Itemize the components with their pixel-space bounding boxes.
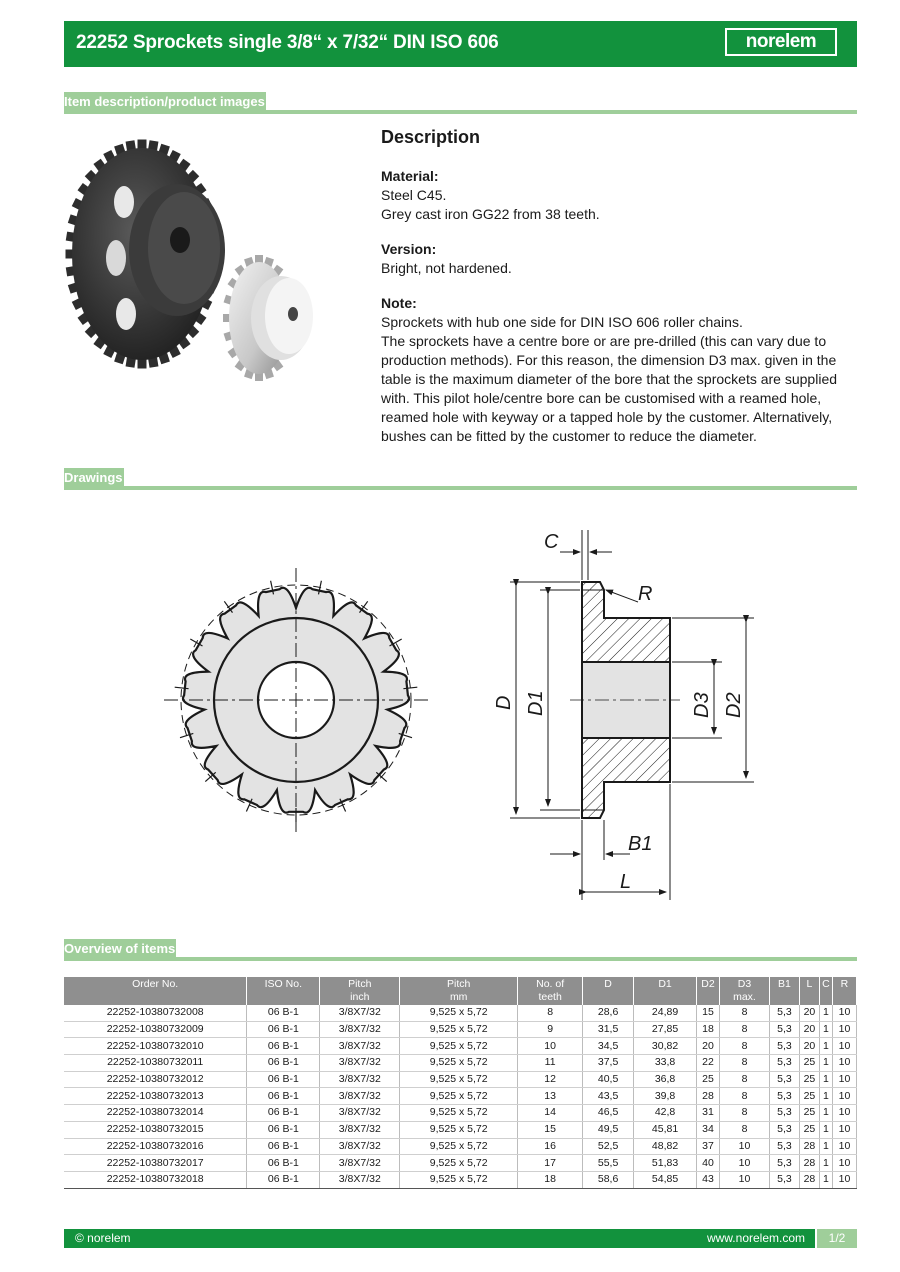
table-cell: 28	[697, 1088, 720, 1105]
table-row	[64, 1171, 857, 1188]
table-cell: 22252-10380732012	[64, 1071, 247, 1088]
table-cell: 16	[518, 1138, 583, 1155]
version-text: Bright, not hardened.	[381, 260, 512, 276]
steel-sprocket	[223, 255, 313, 381]
table-cell: 5,3	[769, 1155, 799, 1172]
table-cell: 39,8	[634, 1088, 697, 1105]
table-cell: 10	[832, 1055, 856, 1072]
table-cell: 33,8	[634, 1055, 697, 1072]
table-cell: 22252-10380732018	[64, 1171, 247, 1188]
table-row	[64, 1138, 857, 1155]
table-cell: 22252-10380732008	[64, 1005, 247, 1021]
table-cell: 37,5	[583, 1055, 634, 1072]
table-cell: 9,525 x 5,72	[400, 1071, 518, 1088]
material-label: Material:	[381, 168, 439, 184]
cast-sprocket	[66, 140, 226, 369]
table-cell: 1	[819, 1155, 832, 1172]
table-cell: 20	[697, 1038, 720, 1055]
table-cell: 10	[832, 1005, 856, 1021]
table-cell: 5,3	[769, 1121, 799, 1138]
sprocket-front-view	[164, 568, 428, 832]
table-cell: 5,3	[769, 1088, 799, 1105]
technical-drawing	[150, 520, 800, 910]
note-line: Sprockets with hub one side for DIN ISO 606 roller chains.	[381, 314, 743, 330]
column-header: D3 max.	[720, 977, 770, 1005]
table-cell: 10	[720, 1171, 770, 1188]
table-cell: 10	[832, 1088, 856, 1105]
table-cell: 8	[720, 1055, 770, 1072]
table-cell: 10	[518, 1038, 583, 1055]
table-cell: 10	[832, 1021, 856, 1038]
table-cell: 27,85	[634, 1021, 697, 1038]
table-row	[64, 1055, 857, 1072]
table-cell: 1	[819, 1105, 832, 1122]
table-row	[64, 1121, 857, 1138]
table-cell: 15	[697, 1005, 720, 1021]
column-header: No. of teeth	[518, 977, 583, 1005]
table-cell: 10	[832, 1155, 856, 1172]
table-cell: 06 B-1	[247, 1021, 320, 1038]
table-cell: 48,82	[634, 1138, 697, 1155]
table-row	[64, 1071, 857, 1088]
table-cell: 06 B-1	[247, 1038, 320, 1055]
product-image	[64, 126, 324, 386]
table-row	[64, 1155, 857, 1172]
table-cell: 3/8X7/32	[320, 1038, 400, 1055]
table-cell: 9,525 x 5,72	[400, 1155, 518, 1172]
table-cell: 34	[697, 1121, 720, 1138]
table-row	[64, 1105, 857, 1122]
table-cell: 28	[799, 1171, 819, 1188]
version-label: Version:	[381, 241, 437, 257]
table-cell: 45,81	[634, 1121, 697, 1138]
table-cell: 3/8X7/32	[320, 1138, 400, 1155]
table-cell: 52,5	[583, 1138, 634, 1155]
table-cell: 42,8	[634, 1105, 697, 1122]
table-cell: 06 B-1	[247, 1071, 320, 1088]
table-cell: 51,83	[634, 1155, 697, 1172]
table-cell: 46,5	[583, 1105, 634, 1122]
table-cell: 9,525 x 5,72	[400, 1105, 518, 1122]
table-cell: 5,3	[769, 1105, 799, 1122]
table-cell: 10	[832, 1071, 856, 1088]
table-cell: 43	[697, 1171, 720, 1188]
material-line: Grey cast iron GG22 from 38 teeth.	[381, 206, 600, 222]
table-cell: 9,525 x 5,72	[400, 1138, 518, 1155]
table-cell: 3/8X7/32	[320, 1171, 400, 1188]
column-header: D2	[697, 977, 720, 1005]
table-cell: 37	[697, 1138, 720, 1155]
table-cell: 5,3	[769, 1021, 799, 1038]
table-cell: 9,525 x 5,72	[400, 1055, 518, 1072]
description-panel	[381, 128, 861, 462]
table-cell: 10	[720, 1155, 770, 1172]
table-cell: 22252-10380732015	[64, 1121, 247, 1138]
table-cell: 1	[819, 1021, 832, 1038]
table-cell: 1	[819, 1171, 832, 1188]
table-cell: 3/8X7/32	[320, 1155, 400, 1172]
table-cell: 22252-10380732011	[64, 1055, 247, 1072]
table-cell: 8	[720, 1105, 770, 1122]
table-cell: 22252-10380732014	[64, 1105, 247, 1122]
table-cell: 40,5	[583, 1071, 634, 1088]
table-cell: 5,3	[769, 1055, 799, 1072]
table-cell: 55,5	[583, 1155, 634, 1172]
table-cell: 06 B-1	[247, 1121, 320, 1138]
table-cell: 20	[799, 1021, 819, 1038]
table-cell: 28	[799, 1138, 819, 1155]
label-b1: B1	[628, 833, 653, 855]
table-cell: 34,5	[583, 1038, 634, 1055]
page-number: 1/2	[815, 1229, 857, 1248]
table-cell: 15	[518, 1121, 583, 1138]
column-header: L	[799, 977, 819, 1005]
table-cell: 22252-10380732016	[64, 1138, 247, 1155]
section-item-description	[64, 92, 857, 114]
table-cell: 06 B-1	[247, 1171, 320, 1188]
table-cell: 25	[697, 1071, 720, 1088]
table-cell: 9	[518, 1021, 583, 1038]
items-table	[64, 977, 857, 1189]
table-cell: 5,3	[769, 1005, 799, 1021]
table-cell: 06 B-1	[247, 1088, 320, 1105]
label-r: R	[638, 583, 653, 605]
table-cell: 1	[819, 1088, 832, 1105]
table-cell: 22252-10380732017	[64, 1155, 247, 1172]
norelem-logo	[725, 28, 837, 56]
table-cell: 10	[832, 1171, 856, 1188]
table-cell: 9,525 x 5,72	[400, 1088, 518, 1105]
column-header: ISO No.	[247, 977, 320, 1005]
table-cell: 36,8	[634, 1071, 697, 1088]
table-cell: 12	[518, 1071, 583, 1088]
table-cell: 9,525 x 5,72	[400, 1171, 518, 1188]
table-cell: 54,85	[634, 1171, 697, 1188]
column-header: Pitch mm	[400, 977, 518, 1005]
table-cell: 9,525 x 5,72	[400, 1121, 518, 1138]
table-cell: 9,525 x 5,72	[400, 1021, 518, 1038]
column-header: Pitch inch	[320, 977, 400, 1005]
column-header: C	[819, 977, 832, 1005]
table-cell: 18	[697, 1021, 720, 1038]
table-cell: 9,525 x 5,72	[400, 1005, 518, 1021]
table-cell: 8	[720, 1088, 770, 1105]
table-cell: 5,3	[769, 1138, 799, 1155]
material-line: Steel C45.	[381, 187, 447, 203]
label-d2: D2	[723, 692, 745, 718]
note-line: The sprockets have a centre bore or are pre-drilled (this can vary due to production methods). For this reason, the dimension D3 max. given in the table is the maximum diameter of the bore that the sprockets are supplied with. This pilot hole/centre bore can be customised with a reamed hole, reamed hole with keyway or a tapped hole by the customer. Alternatively, bushes can be fitted by the customer to reduce the diameter.	[381, 333, 838, 444]
section-title: Item description/product images	[64, 92, 266, 112]
table-cell: 1	[819, 1038, 832, 1055]
column-header: B1	[769, 977, 799, 1005]
table-cell: 1	[819, 1138, 832, 1155]
table-cell: 1	[819, 1071, 832, 1088]
table-cell: 3/8X7/32	[320, 1105, 400, 1122]
table-cell: 5,3	[769, 1171, 799, 1188]
table-cell: 22252-10380732010	[64, 1038, 247, 1055]
table-cell: 5,3	[769, 1038, 799, 1055]
column-header: Order No.	[64, 977, 247, 1005]
table-cell: 1	[819, 1055, 832, 1072]
table-cell: 28,6	[583, 1005, 634, 1021]
table-cell: 8	[720, 1038, 770, 1055]
page-header	[64, 21, 857, 67]
section-title: Drawings	[64, 468, 124, 488]
table-cell: 10	[832, 1138, 856, 1155]
table-cell: 10	[832, 1038, 856, 1055]
table-cell: 3/8X7/32	[320, 1088, 400, 1105]
table-row	[64, 1005, 857, 1021]
table-cell: 58,6	[583, 1171, 634, 1188]
table-cell: 17	[518, 1155, 583, 1172]
table-cell: 3/8X7/32	[320, 1021, 400, 1038]
table-cell: 25	[799, 1088, 819, 1105]
table-cell: 30,82	[634, 1038, 697, 1055]
table-cell: 8	[720, 1005, 770, 1021]
table-cell: 40	[697, 1155, 720, 1172]
label-c: C	[544, 531, 559, 553]
table-cell: 06 B-1	[247, 1005, 320, 1021]
table-cell: 22	[697, 1055, 720, 1072]
table-cell: 20	[799, 1005, 819, 1021]
table-cell: 3/8X7/32	[320, 1071, 400, 1088]
column-header: D	[583, 977, 634, 1005]
table-cell: 3/8X7/32	[320, 1055, 400, 1072]
table-cell: 3/8X7/32	[320, 1005, 400, 1021]
section-drawings	[64, 468, 857, 490]
section-overview	[64, 939, 857, 961]
table-cell: 25	[799, 1105, 819, 1122]
table-cell: 10	[720, 1138, 770, 1155]
table-cell: 25	[799, 1121, 819, 1138]
table-row	[64, 1021, 857, 1038]
table-cell: 9,525 x 5,72	[400, 1038, 518, 1055]
page-footer	[64, 1229, 857, 1248]
table-cell: 49,5	[583, 1121, 634, 1138]
column-header: D1	[634, 977, 697, 1005]
table-cell: 10	[832, 1121, 856, 1138]
logo-text: norelem	[745, 31, 817, 52]
table-cell: 13	[518, 1088, 583, 1105]
table-cell: 5,3	[769, 1071, 799, 1088]
table-cell: 8	[518, 1005, 583, 1021]
table-cell: 1	[819, 1005, 832, 1021]
table-cell: 06 B-1	[247, 1138, 320, 1155]
table-cell: 8	[720, 1071, 770, 1088]
label-d1: D1	[525, 690, 547, 716]
page-title: 22252 Sprockets single 3/8“ x 7/32“ DIN ISO 606	[76, 32, 499, 53]
table-cell: 22252-10380732009	[64, 1021, 247, 1038]
table-cell: 3/8X7/32	[320, 1121, 400, 1138]
column-header: R	[832, 977, 856, 1005]
note-label: Note:	[381, 295, 417, 311]
table-cell: 18	[518, 1171, 583, 1188]
label-l: L	[620, 871, 632, 893]
table-cell: 10	[832, 1105, 856, 1122]
table-cell: 22252-10380732013	[64, 1088, 247, 1105]
description-heading: Description	[381, 127, 481, 147]
table-row	[64, 1088, 857, 1105]
label-d: D	[493, 695, 515, 710]
section-title: Overview of items	[64, 939, 176, 959]
table-cell: 8	[720, 1021, 770, 1038]
table-cell: 24,89	[634, 1005, 697, 1021]
table-header-row	[64, 977, 857, 1005]
copyright: © norelem	[75, 1231, 131, 1245]
table-cell: 06 B-1	[247, 1055, 320, 1072]
table-cell: 11	[518, 1055, 583, 1072]
table-cell: 8	[720, 1121, 770, 1138]
table-cell: 31	[697, 1105, 720, 1122]
table-cell: 25	[799, 1055, 819, 1072]
table-cell: 25	[799, 1071, 819, 1088]
table-cell: 20	[799, 1038, 819, 1055]
label-d3: D3	[691, 692, 713, 718]
table-cell: 1	[819, 1121, 832, 1138]
table-cell: 43,5	[583, 1088, 634, 1105]
website-link[interactable]: www.norelem.com	[706, 1231, 805, 1245]
table-body	[64, 1005, 857, 1188]
table-cell: 06 B-1	[247, 1105, 320, 1122]
table-row	[64, 1038, 857, 1055]
table-cell: 06 B-1	[247, 1155, 320, 1172]
table-cell: 31,5	[583, 1021, 634, 1038]
table-cell: 28	[799, 1155, 819, 1172]
table-cell: 14	[518, 1105, 583, 1122]
